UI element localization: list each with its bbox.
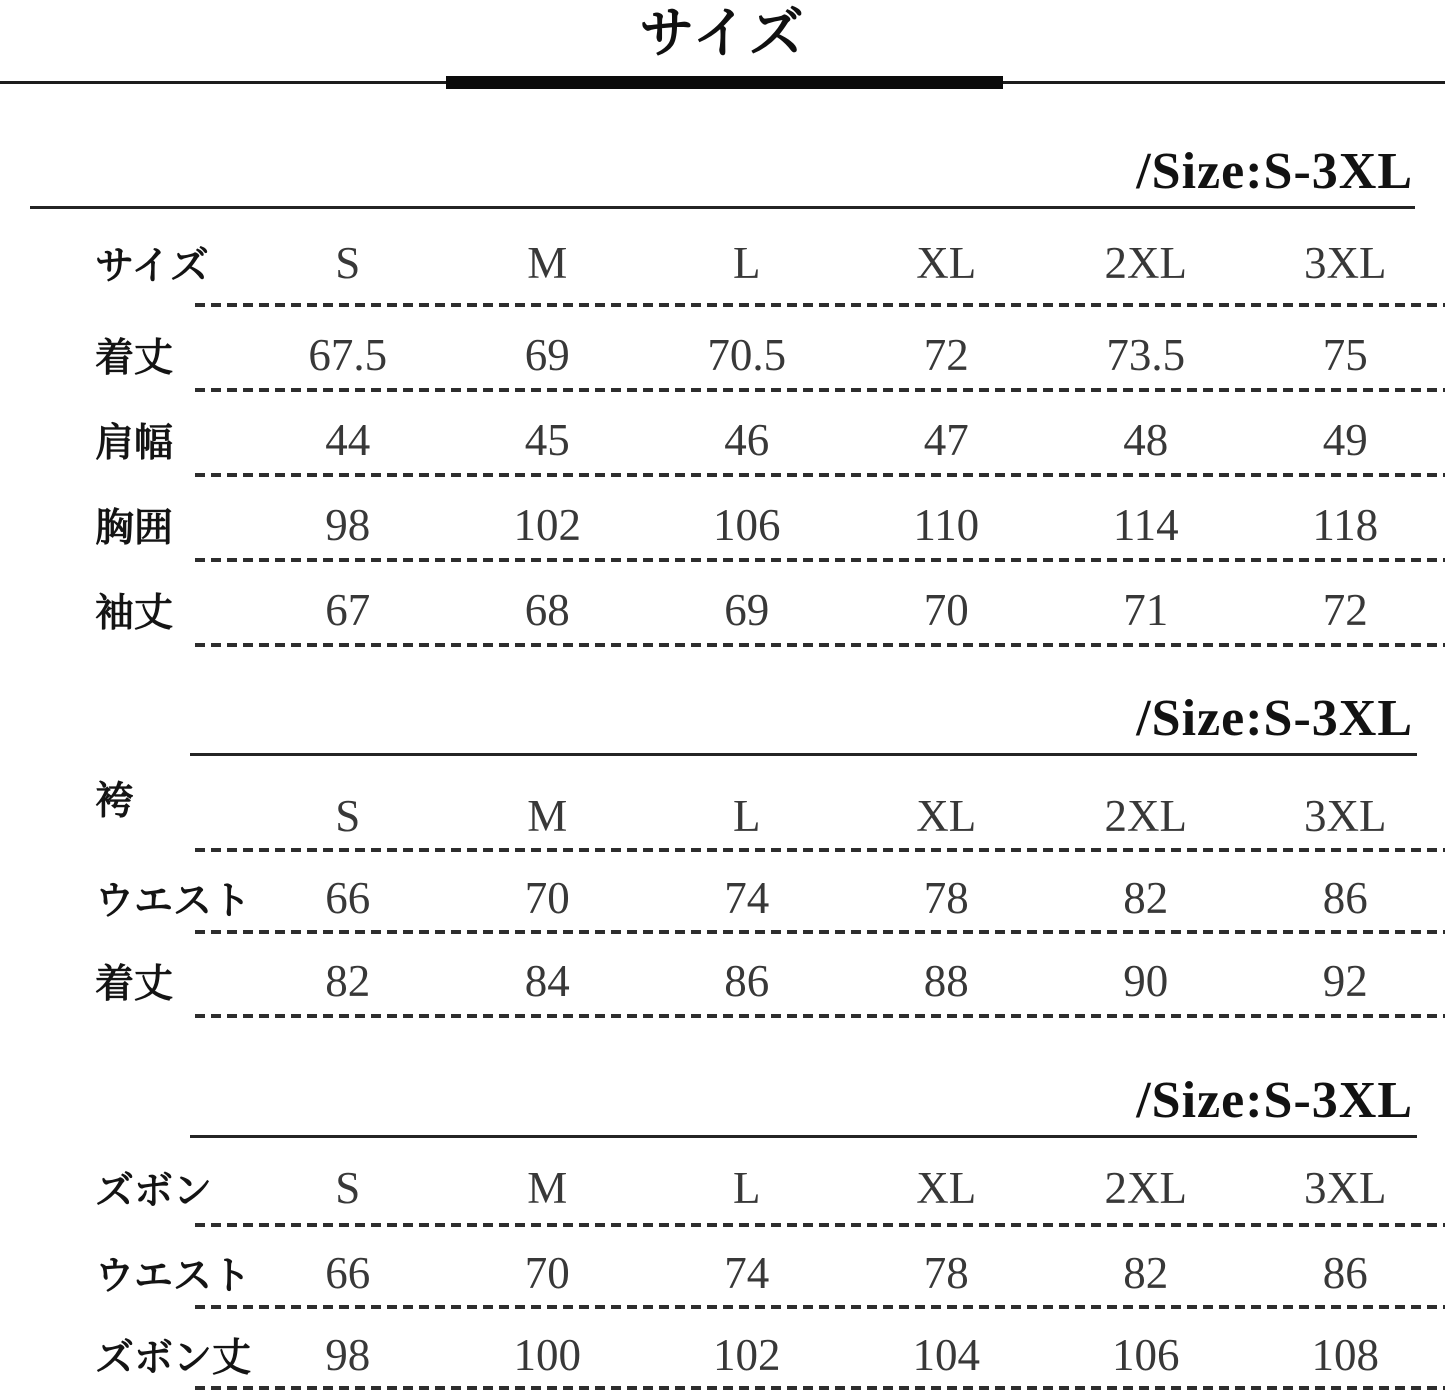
row-label: ウエスト [95, 879, 252, 924]
size-header-cell: L [733, 791, 761, 841]
table-row [0, 392, 1445, 477]
value-cell: 106 [713, 499, 781, 550]
row-label: 着丈 [95, 962, 174, 1007]
value-cell: 100 [513, 1329, 581, 1380]
value-cell: 104 [912, 1329, 980, 1380]
section-hakama [0, 691, 1445, 1018]
value-cell: 68 [524, 584, 570, 635]
size-header-cell: L [733, 238, 761, 288]
value-cell: 47 [923, 414, 969, 465]
size-header-cell: M [527, 1162, 568, 1213]
size-header-cell: 2XL [1104, 238, 1187, 288]
size-header-cell: XL [916, 1162, 977, 1213]
size-header-cell: M [527, 238, 568, 288]
value-cell: 98 [325, 499, 371, 550]
value-cell: 44 [325, 414, 371, 465]
table-row [0, 477, 1445, 562]
value-cell: 67 [325, 584, 371, 635]
size-header-cell: 2XL [1104, 1162, 1187, 1213]
table-row [0, 1227, 1445, 1309]
section-trousers [0, 1073, 1445, 1390]
value-cell: 66 [325, 1248, 371, 1298]
row-label: ズボン丈 [95, 1335, 252, 1381]
value-cell: 106 [1112, 1329, 1180, 1380]
value-cell: 114 [1112, 499, 1179, 550]
size-table-tops [0, 209, 1445, 647]
size-header-cell: 3XL [1304, 238, 1387, 288]
section-tops [0, 144, 1445, 647]
value-cell: 78 [923, 1248, 969, 1298]
value-cell: 86 [724, 956, 770, 1006]
row-label: ウエスト [95, 1254, 252, 1299]
value-cell: 90 [1123, 956, 1169, 1006]
value-cell: 49 [1322, 414, 1368, 465]
row-label: サイズ [95, 244, 209, 289]
table-row [0, 934, 1445, 1018]
value-cell: 66 [325, 873, 371, 923]
value-cell: 71 [1123, 584, 1169, 635]
value-cell: 84 [524, 956, 570, 1006]
value-cell: 88 [923, 956, 969, 1006]
value-cell: 73.5 [1106, 329, 1186, 380]
size-header-cell: S [335, 1162, 361, 1213]
value-cell: 82 [325, 956, 371, 1006]
value-cell: 102 [713, 1329, 781, 1380]
value-cell: 72 [1322, 584, 1368, 635]
value-cell: 70 [524, 1248, 570, 1298]
title-divider [0, 76, 1445, 90]
table-row [0, 307, 1445, 392]
table-row [0, 1309, 1445, 1390]
row-label: 胸囲 [95, 505, 174, 551]
size-header-cell: L [733, 1162, 761, 1213]
value-cell: 72 [923, 329, 969, 380]
size-header-cell: 2XL [1104, 791, 1187, 841]
value-cell: 110 [913, 499, 980, 550]
value-cell: 82 [1123, 873, 1169, 923]
table-row [0, 562, 1445, 647]
title-divider-accent [446, 76, 1003, 89]
size-header-cell: XL [916, 238, 977, 288]
value-cell: 70.5 [707, 329, 787, 380]
size-table-trousers [0, 1138, 1445, 1390]
section-heading: /Size:S-3XL [1136, 143, 1413, 200]
value-cell: 74 [724, 873, 770, 923]
value-cell: 82 [1123, 1248, 1169, 1298]
value-cell: 102 [513, 499, 581, 550]
value-cell: 69 [724, 584, 770, 635]
row-label: 着丈 [95, 335, 174, 381]
size-header-cell: M [527, 791, 568, 841]
table-row [0, 756, 1445, 852]
value-cell: 92 [1322, 956, 1368, 1006]
value-cell: 69 [524, 329, 570, 380]
row-label: 袖丈 [95, 590, 174, 636]
page-title: サイズ [639, 1, 806, 65]
value-cell: 118 [1312, 499, 1379, 550]
value-cell: 70 [923, 584, 969, 635]
value-cell: 108 [1311, 1329, 1379, 1380]
size-table-hakama [0, 756, 1445, 1018]
value-cell: 45 [524, 414, 570, 465]
row-label: ズボン [95, 1168, 213, 1214]
value-cell: 98 [325, 1329, 371, 1380]
size-header-cell: 3XL [1304, 1162, 1387, 1213]
value-cell: 70 [524, 873, 570, 923]
row-label: 肩幅 [95, 420, 174, 466]
value-cell: 48 [1123, 414, 1169, 465]
value-cell: 46 [724, 414, 770, 465]
section-heading: /Size:S-3XL [1136, 1072, 1413, 1129]
table-row [0, 209, 1445, 307]
size-header-cell: S [335, 791, 361, 841]
size-header-cell: 3XL [1304, 791, 1387, 841]
size-header-cell: S [335, 238, 361, 288]
value-cell: 86 [1322, 873, 1368, 923]
section-heading: /Size:S-3XL [1136, 690, 1413, 747]
row-label: 袴 [95, 779, 135, 824]
size-header-cell: XL [916, 791, 977, 841]
value-cell: 86 [1322, 1248, 1368, 1298]
value-cell: 75 [1322, 329, 1368, 380]
value-cell: 78 [923, 873, 969, 923]
value-cell: 74 [724, 1248, 770, 1298]
table-row [0, 1138, 1445, 1227]
value-cell: 67.5 [308, 329, 388, 380]
table-row [0, 852, 1445, 934]
